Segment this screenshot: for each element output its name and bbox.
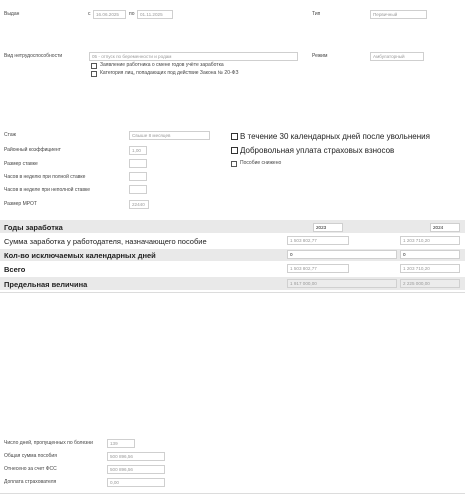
within30-label: В течение 30 календарных дней после увольнения bbox=[240, 132, 430, 141]
from-date-field[interactable]: 16.06.2025 bbox=[93, 10, 126, 19]
law-20fz-checkbox[interactable] bbox=[91, 71, 97, 77]
full-hours-label: Часов в неделю при полной ставке bbox=[4, 174, 86, 180]
district-coef-label: Районный коэффициент bbox=[4, 147, 61, 153]
from-label: с bbox=[88, 11, 91, 17]
disability-type-label: Вид нетрудоспособности bbox=[4, 53, 63, 59]
excluded-label: Кол-во исключаемых календарных дней bbox=[4, 251, 156, 260]
limit2-field[interactable]: 2 225 000,00 bbox=[400, 279, 460, 288]
within30-checkbox[interactable] bbox=[231, 133, 238, 140]
total-benefit-field[interactable]: 500 896,56 bbox=[107, 452, 165, 461]
voluntary-label: Добровольная уплата страховых взносов bbox=[240, 146, 395, 155]
type-field[interactable]: Первичный bbox=[370, 10, 427, 19]
experience-label: Стаж bbox=[4, 132, 16, 138]
reduced-checkbox[interactable] bbox=[231, 161, 237, 167]
mode-label: Режим bbox=[312, 53, 328, 59]
sum2-field[interactable]: 1 203 710,20 bbox=[400, 236, 460, 245]
insurer-label: Доплата страхователя bbox=[4, 479, 57, 485]
limit-label: Предельная величина bbox=[4, 280, 88, 289]
to-label: по bbox=[129, 11, 135, 17]
total-label: Всего bbox=[4, 265, 26, 274]
divider bbox=[0, 292, 465, 293]
excluded1-field[interactable]: 0 bbox=[287, 250, 397, 259]
part-hours-field[interactable] bbox=[129, 185, 147, 194]
change-years-checkbox[interactable] bbox=[91, 63, 97, 69]
days-missed-field[interactable]: 139 bbox=[107, 439, 135, 448]
limit1-field[interactable]: 1 917 000,00 bbox=[287, 279, 397, 288]
fss-label: Отнесено за счет ФСС bbox=[4, 466, 57, 472]
total-row bbox=[0, 263, 465, 275]
year1-field[interactable]: 2023 bbox=[313, 223, 343, 232]
full-hours-field[interactable] bbox=[129, 172, 147, 181]
part-hours-label: Часов в неделе при неполной ставке bbox=[4, 187, 91, 193]
days-missed-label: Число дней, пропущенных по болезни bbox=[4, 440, 93, 446]
to-date-field[interactable]: 01.11.2025 bbox=[137, 10, 173, 19]
mrot-field[interactable]: 22440 bbox=[129, 200, 149, 209]
years-row bbox=[0, 220, 465, 233]
reduced-label: Пособие снижено bbox=[240, 160, 282, 166]
type-label: Тип bbox=[312, 11, 321, 17]
fss-field[interactable]: 500 896,56 bbox=[107, 465, 165, 474]
change-years-label: Заявление работника о смене годов учёте заработка bbox=[100, 62, 224, 68]
year2-field[interactable]: 2024 bbox=[430, 223, 460, 232]
total1-field[interactable]: 1 503 802,77 bbox=[287, 264, 349, 273]
total-benefit-label: Общая сумма пособия bbox=[4, 453, 57, 459]
district-coef-field[interactable]: 1,00 bbox=[129, 146, 147, 155]
years-label: Годы заработка bbox=[4, 223, 63, 232]
rate-field[interactable] bbox=[129, 159, 147, 168]
sum-label: Сумма заработка у работодателя, назначающего пособие bbox=[4, 237, 207, 246]
disability-type-field[interactable]: 05 - отпуск по беременности и родам bbox=[89, 52, 298, 61]
mode-field[interactable]: Амбулаторный bbox=[370, 52, 424, 61]
sum1-field[interactable]: 1 503 802,77 bbox=[287, 236, 349, 245]
experience-field[interactable]: Свыше 8 месяцев bbox=[129, 131, 210, 140]
total2-field[interactable]: 1 203 710,20 bbox=[400, 264, 460, 273]
law-20fz-label: Категория лиц, попадающих под действие Закона № 20-ФЗ bbox=[100, 70, 239, 76]
issued-label: Выдан bbox=[4, 11, 20, 17]
voluntary-checkbox[interactable] bbox=[231, 147, 238, 154]
sum-row bbox=[0, 236, 465, 247]
excluded2-field[interactable]: 0 bbox=[400, 250, 460, 259]
bottom-divider bbox=[0, 493, 465, 494]
mrot-label: Размер МРОТ bbox=[4, 201, 37, 207]
insurer-field[interactable]: 0,00 bbox=[107, 478, 165, 487]
rate-label: Размер ставке bbox=[4, 161, 38, 167]
